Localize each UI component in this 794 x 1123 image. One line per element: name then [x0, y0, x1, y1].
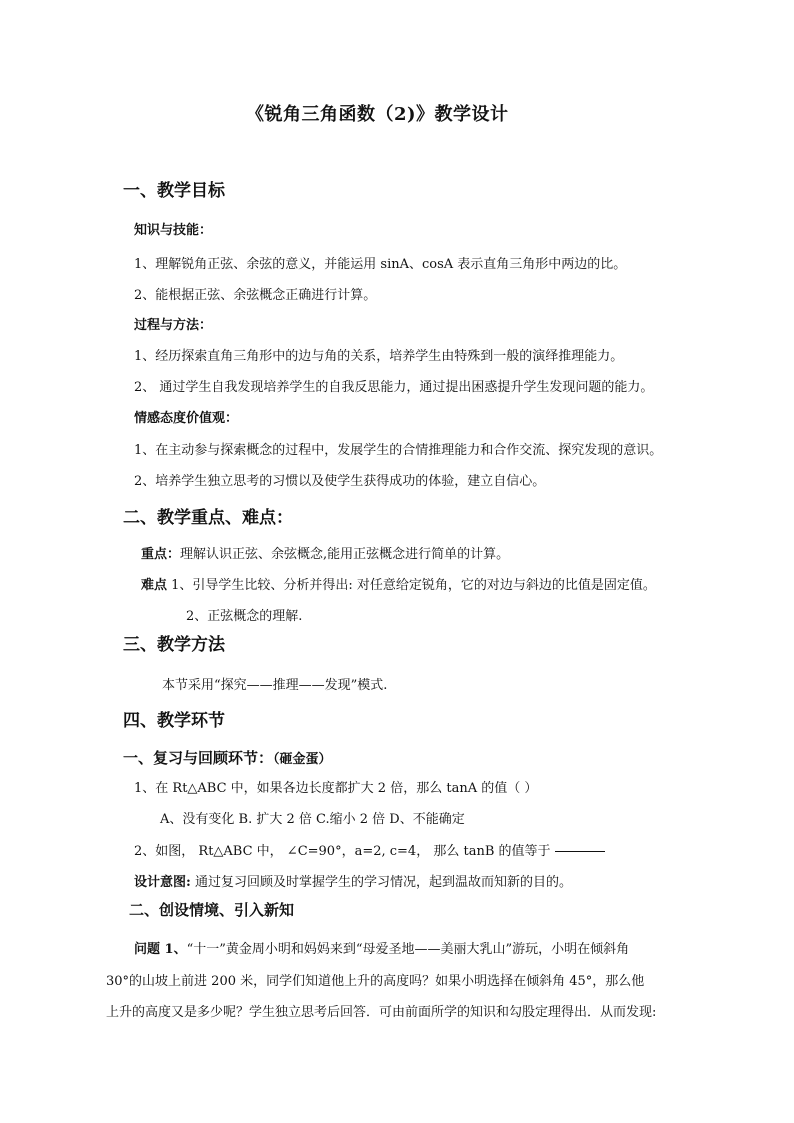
answer-blank — [555, 851, 605, 852]
scenario-heading: 二、创设情境、引入新知 — [129, 901, 295, 919]
subheading-process: 过程与方法： — [134, 318, 213, 333]
objective-knowledge-2: 2、能根据正弦、余弦概念正确进行计算。 — [134, 288, 377, 303]
key-point-label: 重点： — [141, 547, 181, 562]
objective-emotion-2: 2、培养学生独立思考的习惯以及使学生获得成功的体验，建立自信心。 — [134, 474, 546, 489]
objective-emotion-1: 1、在主动参与探索概念的过程中，发展学生的合情推理能力和合作交流、探究发现的意识。 — [134, 443, 663, 458]
section-heading-method: 三、教学方法 — [123, 635, 225, 655]
difficulty-2: 2、正弦概念的理解. — [186, 609, 303, 624]
objective-process-2: 2、 通过学生自我发现培养学生的自我反思能力，通过提出困惑提升学生发现问题的能力。 — [134, 380, 654, 395]
problem-1-text-1: “十一”黄金周小明和妈妈来到“母爱圣地——美丽大乳山”游玩，小明在倾斜角 — [186, 942, 630, 957]
difficulty-text-1: 1、引导学生比较、分析并得出: 对任意给定锐角，它的对边与斜边的比值是固定值。 — [167, 578, 656, 593]
key-point — [141, 548, 509, 561]
method-text: 本节采用“探究——推理——发现”模式. — [162, 678, 388, 693]
design-intent — [134, 876, 572, 889]
objective-knowledge-1: 1、理解锐角正弦、余弦的意义，并能运用 sinA、cosA 表示直角三角形中两边的比。 — [134, 257, 627, 272]
review-question-2-text: 2、如图， Rt△ABC 中， ∠C=90°，a=2, c=4， 那么 tanB 的值等于 — [134, 844, 551, 859]
problem-1-label: 问题 1、 — [134, 942, 187, 957]
objective-process-1: 1、经历探索直角三角形中的边与角的关系，培养学生由特殊到一般的演绎推理能力。 — [134, 349, 624, 364]
section-heading-key-points: 二、教学重点、难点： — [123, 508, 293, 528]
problem-1-line-1 — [134, 943, 629, 956]
problem-1-line-2: 30°的山坡上前进 200 米，同学们知道他上升的高度吗？如果小明选择在倾斜角 45°，那么他 — [106, 974, 645, 989]
section-heading-objectives: 一、教学目标 — [123, 181, 225, 201]
document-title: 《锐角三角函数（2)》教学设计 — [246, 104, 509, 125]
difficulty-label: 难点 — [141, 578, 168, 593]
review-question-1: 1、在 Rt△ABC 中，如果各边长度都扩大 2 倍，那么 tanA 的值（ ） — [134, 781, 538, 796]
problem-1-line-3: 上升的高度又是多少呢？学生独立思考后回答．可由前面所学的知识和勾股定理得出．从而发现: — [106, 1005, 657, 1020]
review-question-1-options: A、没有变化 B. 扩大 2 倍 C.缩小 2 倍 D、不能确定 — [160, 812, 465, 827]
section-heading-stages: 四、教学环节 — [123, 711, 225, 731]
review-heading — [123, 750, 332, 766]
key-point-text: 理解认识正弦、余弦概念,能用正弦概念进行简单的计算。 — [180, 547, 510, 562]
difficulty-1 — [141, 579, 656, 592]
design-intent-text: 通过复习回顾及时掌握学生的学习情况，起到温故而知新的目的。 — [190, 875, 572, 890]
review-heading-text: 一、复习与回顾环节： — [123, 749, 274, 767]
subheading-knowledge: 知识与技能： — [134, 223, 213, 238]
review-question-2 — [134, 845, 605, 858]
review-note: （砸金蛋） — [273, 752, 332, 767]
subheading-emotion: 情感态度价值观： — [134, 411, 239, 426]
design-intent-label: 设计意图: — [134, 875, 191, 890]
